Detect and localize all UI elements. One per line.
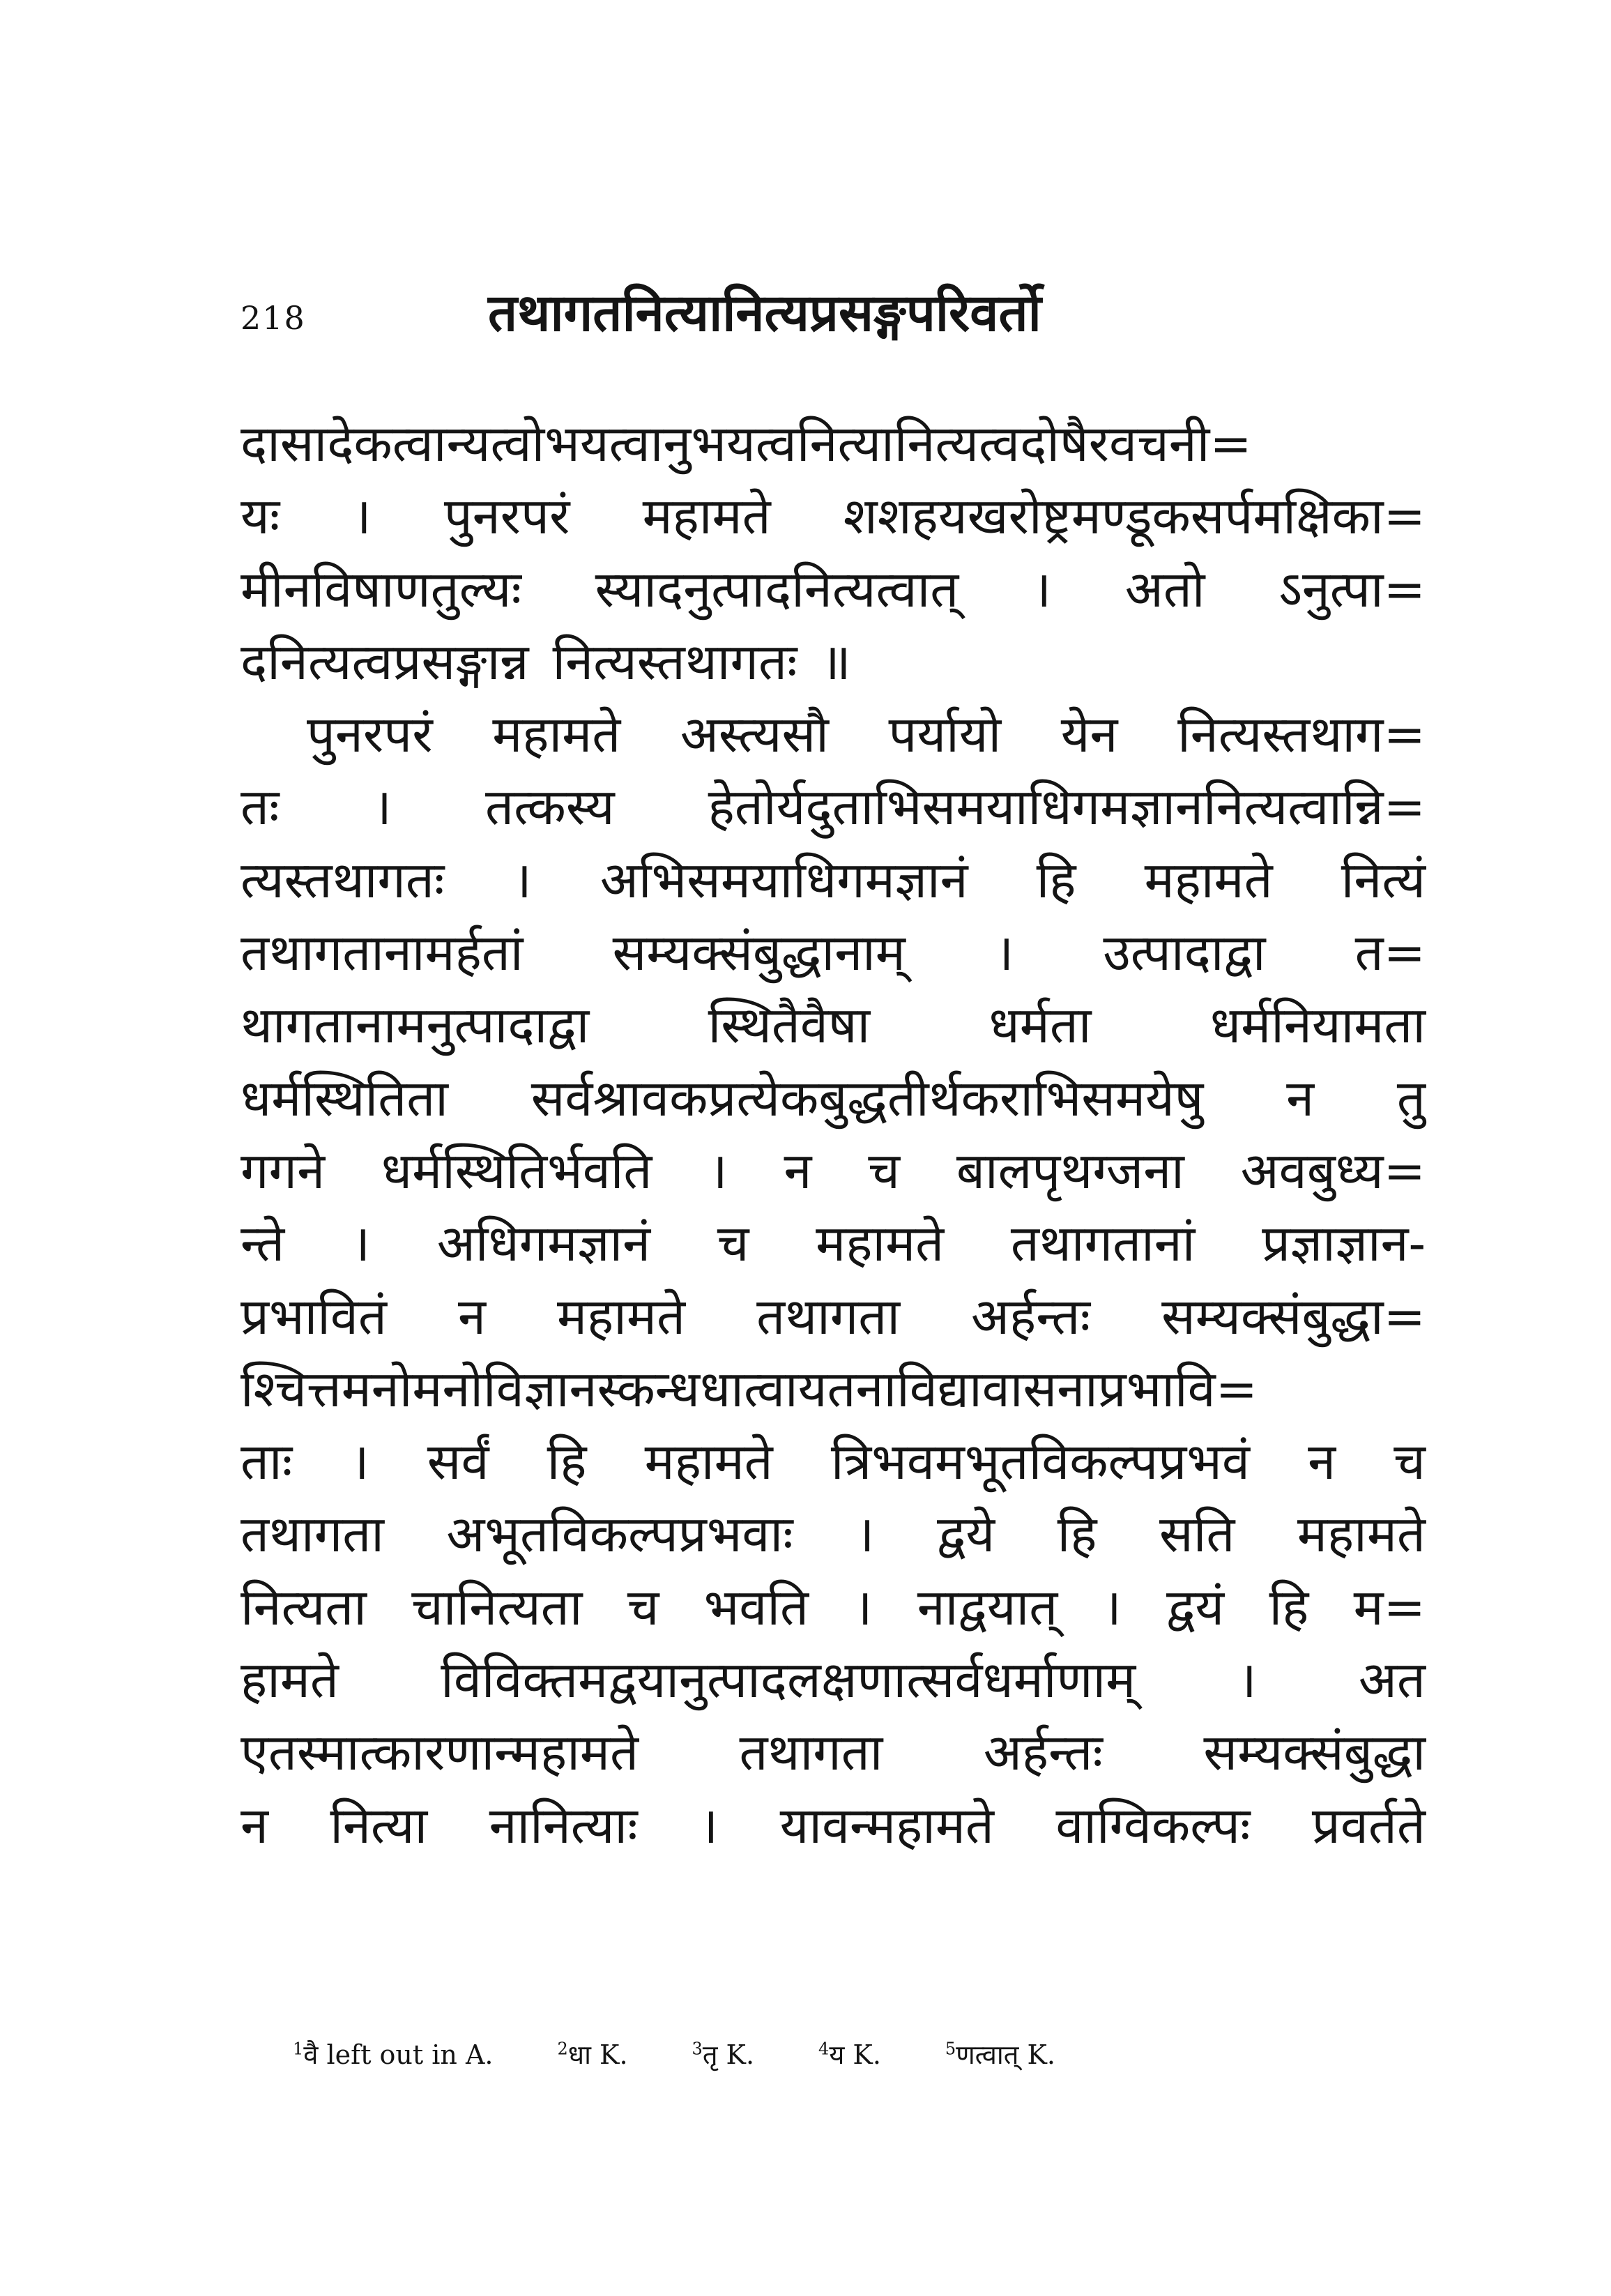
text-word: हेतोर्यदुताभिसमयाधिगमज्ञाननित्यत्वान्नि= [708, 777, 1426, 837]
text-word: वाग्विकल्पः [1055, 1795, 1251, 1855]
text-word: हामते [240, 1650, 339, 1710]
text-line [240, 989, 1426, 1062]
text-word: हि [547, 1432, 587, 1491]
text-word: येन [1060, 705, 1118, 764]
text-word: प्रभावितं [240, 1286, 387, 1346]
text-line [240, 554, 1426, 626]
text-word: त्यस्तथागतः [240, 850, 445, 909]
text-line [240, 1644, 1426, 1717]
text-word: चानित्यता [411, 1577, 583, 1636]
text-line [240, 699, 1426, 771]
text-word: गगने [240, 1141, 326, 1200]
text-line [240, 1208, 1426, 1280]
text-word: दनित्यत्वप्रसङ्गान्न [240, 632, 529, 691]
footnote-text: य K. [829, 2039, 881, 2070]
footnote-number: 5 [945, 2039, 956, 2059]
text-word: यः [240, 487, 280, 546]
text-word: । [351, 1214, 371, 1273]
footnote [557, 2036, 627, 2072]
text-word: । [512, 850, 532, 909]
text-word: प्रवर्तते [1311, 1795, 1426, 1855]
text-word: हि [1057, 1505, 1097, 1564]
page-number: 218 [240, 299, 306, 337]
text-word: अर्हन्तः [983, 1723, 1103, 1782]
text-word: । [352, 487, 372, 546]
text-word: । [1237, 1650, 1257, 1710]
text-word: प्रज्ञाज्ञान- [1262, 1214, 1426, 1273]
text-word: अतो [1124, 559, 1205, 618]
text-word: म= [1353, 1577, 1426, 1636]
text-word: न [240, 1795, 268, 1855]
text-word: न [457, 1286, 486, 1346]
text-word: च [868, 1141, 901, 1200]
text-word: नानित्याः [489, 1795, 638, 1855]
main-text [240, 408, 1426, 1862]
text-word: शशहयखरोष्ट्रमण्डूकसर्पमक्षिका= [843, 487, 1426, 546]
text-word: । [708, 1141, 728, 1200]
text-word: नित्यं [1341, 850, 1426, 909]
text-line [240, 771, 1426, 844]
text-word: । [994, 923, 1014, 982]
text-word: पुनरपरं [443, 487, 570, 546]
text-word: नाद्वयात् [917, 1577, 1058, 1636]
text-word: तथागता [240, 1505, 384, 1564]
footnote-text: धा K. [567, 2039, 628, 2070]
text-word: द्वयं [1166, 1577, 1225, 1636]
text-word: धर्मता [988, 996, 1092, 1055]
footnote [692, 2036, 755, 2072]
running-title: तथागतनित्यानित्यप्रसङ्गपरिवर्तो [488, 283, 1041, 343]
text-word: मीनविषाणतुल्यः [240, 559, 521, 618]
text-word: तु [1396, 1068, 1426, 1127]
text-word: यावन्महामते [779, 1795, 994, 1855]
footnote [818, 2036, 881, 2072]
footnote [293, 2036, 493, 2072]
text-word: धर्मनियामता [1209, 996, 1426, 1055]
text-word: श्चित्तमनोमनोविज्ञानस्कन्धधात्वायतनाविद्यावासनाप्रभावि= [240, 1359, 1258, 1418]
text-word: च [627, 1577, 659, 1636]
text-word: सम्यक्संबुद्धा [1203, 1723, 1426, 1782]
text-line [240, 626, 1426, 699]
text-word: पुनरपरं [307, 705, 433, 764]
text-word: महामते [1144, 850, 1273, 909]
text-word: अस्त्यसौ [680, 705, 829, 764]
text-word: । [698, 1795, 719, 1855]
text-word: त्रिभवमभूतविकल्पप्रभवं [830, 1432, 1250, 1491]
footnote-number: 2 [557, 2039, 568, 2059]
text-word: धर्मस्थितिर्भवति [381, 1141, 652, 1200]
text-word: । [1032, 559, 1052, 618]
text-word: सति [1159, 1505, 1235, 1564]
text-line [240, 480, 1426, 553]
text-word: । [350, 1432, 369, 1491]
text-word: नित्यता [240, 1577, 367, 1636]
text-word: तत्कस्य [485, 777, 615, 837]
text-word: अभूतविकल्पप्रभवाः [446, 1505, 793, 1564]
text-word: अधिगमज्ञानं [436, 1214, 651, 1273]
text-word: अत [1358, 1650, 1426, 1710]
text-word: । [855, 1505, 875, 1564]
text-word: पर्यायो [888, 705, 1002, 764]
text-line [240, 1790, 1426, 1862]
text-line [240, 1426, 1426, 1498]
text-word: हि [1036, 850, 1076, 909]
page-header [240, 275, 1426, 352]
text-word: हि [1269, 1577, 1309, 1636]
text-word: ताः [240, 1432, 293, 1491]
footnotes [293, 2036, 1408, 2072]
text-word: न [784, 1141, 812, 1200]
text-word: भवति [703, 1577, 809, 1636]
text-word: स्थितैवैषा [708, 996, 871, 1055]
text-line [240, 1717, 1426, 1789]
text-word: । [1102, 1577, 1122, 1636]
text-word: तथागता [756, 1286, 900, 1346]
text-word: विविक्तमद्वयानुत्पादलक्षणात्सर्वधर्माणाम् [441, 1650, 1136, 1710]
text-line [240, 1135, 1426, 1208]
text-word: च [717, 1214, 749, 1273]
text-word: च [1394, 1432, 1426, 1491]
text-word: नित्या [330, 1795, 428, 1855]
text-word: दासादेकत्वान्यत्वोभयत्वानुभयत्वनित्यानित्यत्वदोषैरवचनी= [240, 414, 1252, 473]
text-word: महामते [816, 1214, 945, 1273]
text-word: नित्यस्तथाग= [1177, 705, 1426, 764]
text-word: ऽनुत्पा= [1278, 559, 1426, 618]
text-word: द्वये [936, 1505, 995, 1564]
footnote-text: वै left out in A. [303, 2039, 494, 2070]
text-word: त= [1354, 923, 1426, 982]
text-word: महामते [556, 1286, 686, 1346]
text-line [240, 917, 1426, 989]
text-word: स्यादनुत्पादनित्यत्वात् [595, 559, 959, 618]
text-word: बालपृथग्जना [956, 1141, 1184, 1200]
text-word: । [853, 1577, 873, 1636]
text-line [240, 408, 1426, 480]
text-line [240, 1353, 1426, 1426]
text-word: तः [240, 777, 280, 837]
text-word: न [1308, 1432, 1336, 1491]
text-word: तथागता [739, 1723, 883, 1782]
text-word: सम्यक्संबुद्धानाम् [612, 923, 906, 982]
text-word: ॥ [820, 632, 851, 691]
text-word: महामते [644, 1432, 773, 1491]
text-word: एतस्मात्कारणान्महामते [240, 1723, 639, 1782]
text-line [240, 1572, 1426, 1644]
text-word: सम्यक्संबुद्धा= [1161, 1286, 1426, 1346]
text-word: न्ते [240, 1214, 285, 1273]
text-line [240, 1498, 1426, 1571]
text-word: । [372, 777, 392, 837]
footnote-number: 4 [818, 2039, 830, 2059]
footnote-number: 1 [293, 2039, 304, 2059]
text-word: नित्यस्तथागतः [552, 632, 797, 691]
text-word: सर्वश्रावकप्रत्येकबुद्धतीर्थकराभिसमयेषु [530, 1068, 1204, 1127]
text-word: थागतानामनुत्पादाद्वा [240, 996, 590, 1055]
text-word: महामते [1297, 1505, 1426, 1564]
text-word: अभिसमयाधिगमज्ञानं [600, 850, 968, 909]
text-line [240, 1063, 1426, 1135]
text-word: अर्हन्तः [971, 1286, 1091, 1346]
text-line [240, 1281, 1426, 1353]
text-word: धर्मस्थितिता [240, 1068, 448, 1127]
text-word: महामते [642, 487, 771, 546]
footnote-number: 3 [692, 2039, 703, 2059]
text-word: न [1286, 1068, 1315, 1127]
text-line [240, 844, 1426, 917]
text-word: अवबुध्य= [1240, 1141, 1426, 1200]
footnote-text: तृ K. [702, 2039, 755, 2070]
text-word: सर्वं [427, 1432, 489, 1491]
text-word: तथागतानां [1010, 1214, 1196, 1273]
text-word: महामते [492, 705, 621, 764]
text-word: तथागतानामर्हतां [240, 923, 524, 982]
footnote-text: णत्वात् K. [956, 2039, 1055, 2070]
footnote [945, 2036, 1055, 2072]
text-word: उत्पादाद्वा [1103, 923, 1266, 982]
